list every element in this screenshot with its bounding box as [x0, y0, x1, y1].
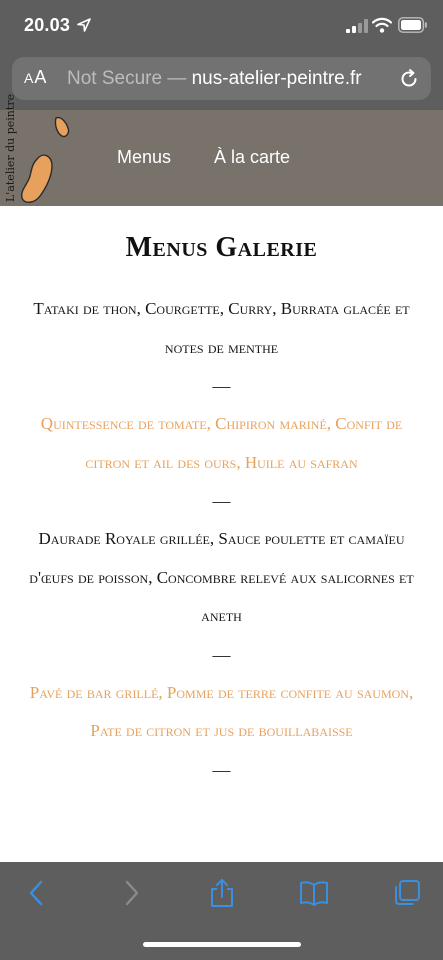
dish-separator: —: [212, 491, 231, 511]
url-field[interactable]: [67, 67, 397, 91]
chevron-right-icon[interactable]: [116, 878, 146, 908]
chevron-left-icon[interactable]: [22, 878, 52, 908]
cellular-signal-icon: [346, 19, 368, 33]
menu-list: [20, 290, 423, 789]
status-time: 20.03: [24, 15, 71, 35]
not-secure-label: Not Secure —: [67, 68, 192, 89]
address-bar[interactable]: [12, 57, 431, 100]
battery-icon: [398, 17, 428, 33]
book-icon[interactable]: [299, 878, 329, 908]
url-domain: nus-atelier-peintre.fr: [191, 68, 362, 89]
dish-separator: —: [212, 644, 231, 665]
dish-item: Tataki de thon, Courgette, Curry, Burrata glacée et notes de menthe: [33, 299, 410, 357]
dish-item: Daurade Royale grillée, Sauce poulette et camaïeu d'œufs de poisson, Concombre relevé aux salicornes et aneth: [29, 529, 414, 625]
logo-text: L'atelier du peintre: [4, 93, 17, 202]
wifi-icon: [372, 17, 392, 33]
nav-menus[interactable]: Menus: [117, 147, 172, 167]
page-content: [0, 206, 443, 862]
dish-separator: —: [212, 376, 231, 396]
site-logo[interactable]: [0, 93, 90, 206]
share-icon[interactable]: [207, 878, 237, 908]
dish-item: Pavé de bar grillé, Pomme de terre confite au saumon, Pate de citron et jus de bouillabaisse: [29, 682, 414, 740]
tabs-icon[interactable]: [392, 878, 422, 908]
aa-small-label: A: [24, 70, 34, 86]
browser-chrome: [0, 0, 443, 110]
dish-item: Quintessence de tomate, Chipiron mariné, Confit de citron et ail des ours, Huile au safran: [40, 414, 403, 472]
nav-a-la-carte[interactable]: À la carte: [214, 147, 291, 167]
dish-separator: —: [212, 759, 231, 780]
home-indicator: [143, 942, 301, 947]
status-bar: [0, 0, 443, 52]
palette-shapes-icon: [14, 114, 78, 206]
page-title: Menus Galerie: [125, 232, 318, 263]
site-header: [0, 93, 443, 206]
location-arrow-icon: [76, 17, 92, 33]
reload-icon[interactable]: [398, 68, 420, 90]
reader-aa-button[interactable]: [24, 67, 46, 89]
aa-large-label: A: [34, 67, 47, 87]
safari-toolbar: [0, 862, 443, 960]
